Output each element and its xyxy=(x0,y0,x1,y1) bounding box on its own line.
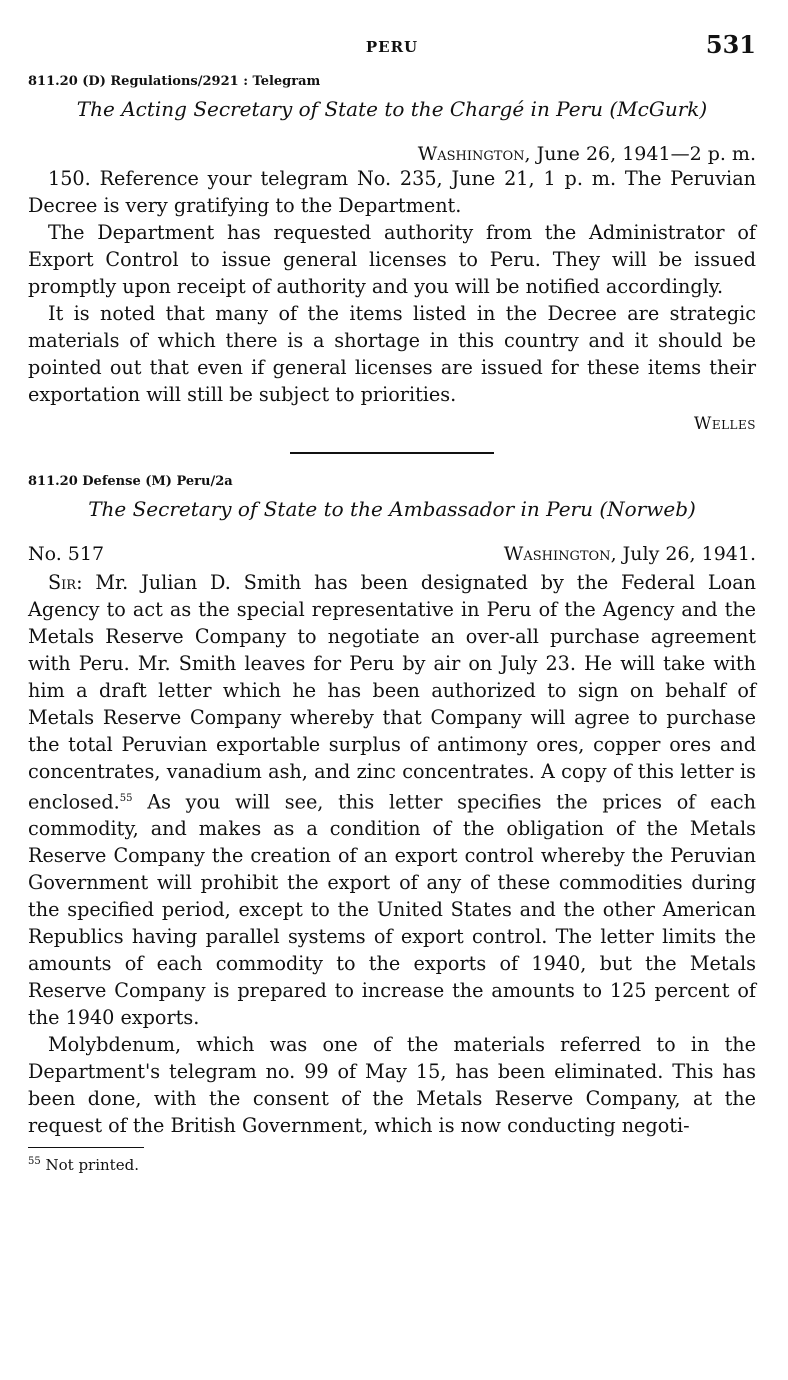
footnote-reference: 55 xyxy=(119,793,133,804)
document-heading: The Secretary of State to the Ambassador in Peru (Norweb) xyxy=(88,497,696,521)
file-reference: 811.20 (D) Regulations/2921 : Telegram xyxy=(28,74,321,89)
dateline xyxy=(28,143,756,165)
signature: Welles xyxy=(693,414,756,434)
page-number: 531 xyxy=(705,30,756,59)
file-reference: 811.20 Defense (M) Peru/2a xyxy=(28,474,233,489)
footnote xyxy=(28,1156,756,1174)
document-page xyxy=(28,30,756,1174)
paragraph-text: : Mr. Julian D. Smith has been designated by the Federal Loan Agency to act as the special representative in Peru of the Agency and the Metals Reserve Company to negotiate an over-all purchase agreement with Peru. Mr. Smith leaves for Peru by air on July 23. He will take with him a draft letter which he has been authorized to sign on behalf of Metals Reserve Company whereby that Company will agree to purchase the total Peruvian exportable surplus of antimony ores, copper ores and concentrates, vanadium ash, and zinc concentrates. A copy of this letter is enclosed. xyxy=(28,571,756,814)
footnote-rule xyxy=(28,1147,144,1148)
footnote-text: Not printed. xyxy=(40,1156,139,1175)
running-title: PERU xyxy=(365,38,419,56)
body-paragraph: It is noted that many of the items listed in the Decree are strategic materials of which there is a shortage in this country and it should be pointed out that even if general licenses are issued for these items their exportation will still be subject to priorities. xyxy=(28,302,756,406)
dateline-place: Washington xyxy=(503,543,611,565)
dateline xyxy=(504,543,756,565)
dateline-date: , June 26, 1941—2 p. m. xyxy=(524,143,756,165)
document-heading: The Acting Secretary of State to the Chargé in Peru (McGurk) xyxy=(76,97,708,121)
instruction-number-line xyxy=(28,543,756,569)
body-paragraph: Molybdenum, which was one of the materials referred to in the Department's telegram no. 99 of May 15, has been eliminated. This has been done, with the consent of the Metals Reserve Company, at the request of the British Government, which is now conducting negoti- xyxy=(28,1033,756,1138)
body-paragraph xyxy=(28,569,756,1031)
dateline-date: , July 26, 1941. xyxy=(610,543,756,565)
body-paragraph: The Department has requested authority from the Administrator of Export Control to issue general licenses to Peru. They will be issued promptly upon receipt of authority and you will be notified accordingly. xyxy=(28,221,756,298)
footnote-mark: 55 xyxy=(28,1156,41,1168)
body-paragraph: 150. Reference your telegram No. 235, June 21, 1 p. m. The Peruvian Decree is very gratifying to the Department. xyxy=(28,167,756,217)
salutation: Sir xyxy=(48,571,77,594)
instruction-number: No. 517 xyxy=(28,543,105,565)
section-divider xyxy=(290,452,494,454)
paragraph-text: As you will see, this letter specifies the prices of each commodity, and makes as a condition of the obligation of the Metals Reserve Company the creation of an export control whereby the Peruvian Government will prohibit the export of any of these commodities during the specified period, except to the United States and the other American Republics having parallel systems of export control. The letter limits the amounts of each commodity to the exports of 1940, but the Metals Reserve Company is prepared to increase the amounts to 125 percent of the 1940 exports. xyxy=(28,790,756,1030)
dateline-place: Washington xyxy=(417,143,525,165)
running-head xyxy=(28,30,756,64)
